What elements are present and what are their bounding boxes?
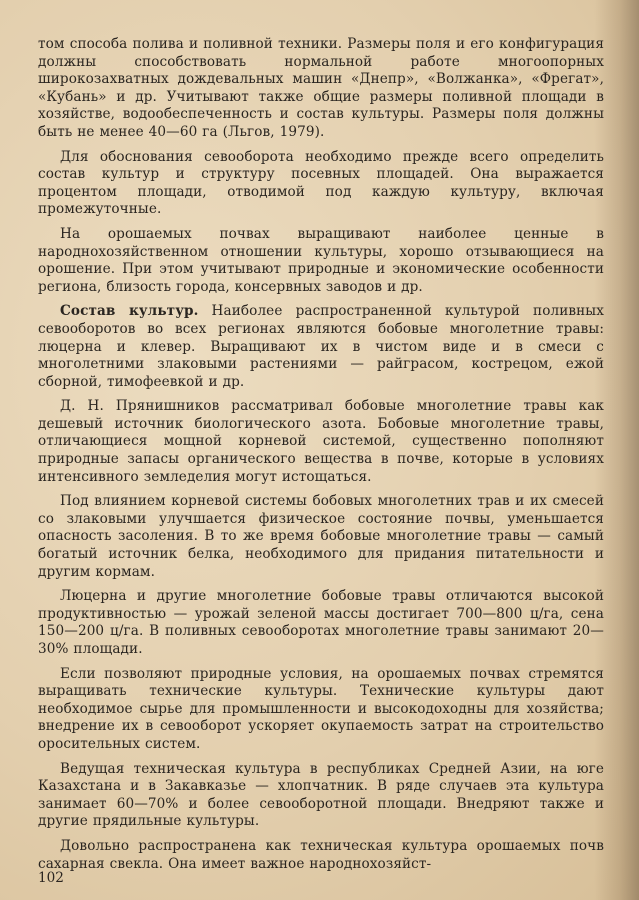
paragraph: На орошаемых почвах выращивают наиболее ценные в народнохозяйственном отношении культуры, хорошо отзывающиеся на орошение. При этом учитывают природные и экономические особенности региона, близость города, консервных заводов и др. (38, 225, 604, 295)
paragraph: Д. Н. Прянишников рассматривал бобовые многолетние травы как дешевый источник биологического азота. Бобовые многолетние травы, отличающиеся мощной корневой системой, существенно пополняют природные запасы органического вещества в почве, которые в условиях интенсивного земледелия могут истощаться. (38, 398, 604, 485)
section-heading: Состав культур. (60, 303, 199, 320)
paragraph: Для обоснования севооборота необходимо прежде всего определить состав культур и структуру посевных площадей. Она выражается процентом площади, отводимой под каждую культуру, включая промежуточные. (38, 148, 604, 218)
paragraph: Люцерна и другие многолетние бобовые травы отличаются высокой продуктивностью — урожай зеленой массы достигает 700—800 ц/га, сена 150—200 ц/га. В поливных севооборотах многолетние травы занимают 20—30% площади. (38, 588, 604, 657)
page-text (38, 36, 604, 880)
paragraph: Ведущая техническая культура в республиках Средней Азии, на юге Казахстана и в Закавказье — хлопчатник. В ряде случаев эта культура занимает 60—70% и более севооборотной площади. Внедряют также и другие прядильные культуры. (38, 760, 604, 830)
paragraph (38, 303, 604, 391)
page-number: 102 (38, 870, 64, 886)
paragraph: Под влиянием корневой системы бобовых многолетних трав и их смесей со злаковыми улучшается физическое состояние почвы, уменьшается опасность засоления. В то же время бобовые многолетние травы — самый богатый источник белка, необходимого для придания питательности и другим кормам. (38, 493, 604, 580)
paragraph: Если позволяют природные условия, на орошаемых почвах стремятся выращивать технические культуры. Технические культуры дают необходимое сырье для промышленности и высокодоходны для хозяйства; внедрение их в севооборот ускоряет окупаемость затрат на строительство оросительных систем. (38, 665, 604, 752)
paragraph: Довольно распространена как техническая культура орошаемых почв сахарная свекла. Она имеет важное народнохозяйст- (38, 837, 604, 872)
paragraph: том способа полива и поливной техники. Размеры поля и его конфигурация должны способствовать нормальной работе многоопорных широкозахватных дождевальных машин «Днепр», «Волжанка», «Фрегат», «Кубань» и др. Учитывают также общие размеры поливной площади в хозяйстве, водообеспеченность и состав культуры. Размеры поля должны быть не менее 40—60 га (Льгов, 1979). (38, 36, 604, 140)
paragraph-body: Наиболее распространенной культурой поливных севооборотов во всех регионах являются бобовые многолетние травы: люцерна и клевер. Выращивают их в чистом виде и в смеси с многолетними злаковыми растениями — райграсом, кострецом, ежой сборной, тимофеевкой и др. (38, 303, 604, 390)
